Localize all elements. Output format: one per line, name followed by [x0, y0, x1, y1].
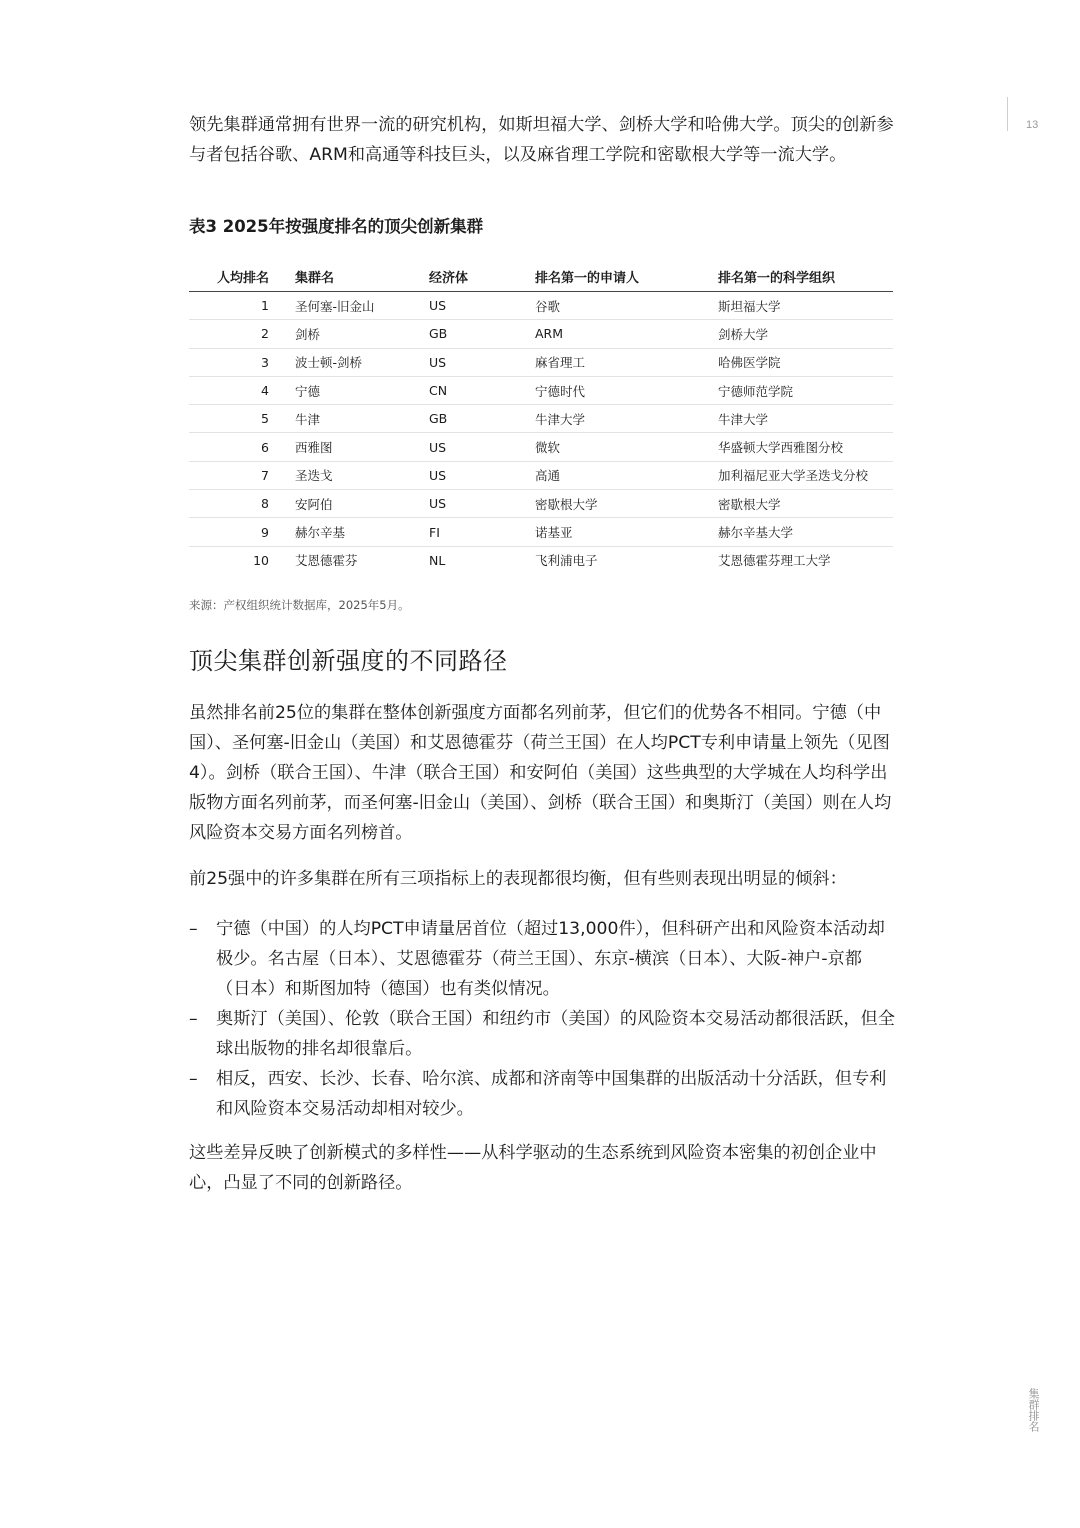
cell-rank: 7 — [189, 461, 295, 489]
cell-science-org: 加利福尼亚大学圣迭戈分校 — [718, 461, 893, 489]
cell-rank: 6 — [189, 433, 295, 461]
header-economy: 经济体 — [429, 262, 535, 292]
table-row — [189, 433, 893, 461]
cluster-table — [189, 262, 893, 574]
list-item — [189, 1004, 895, 1064]
cell-cluster: 圣何塞-旧金山 — [295, 292, 429, 320]
table-row — [189, 461, 893, 489]
table-title: 表3 2025年按强度排名的顶尖创新集群 — [189, 217, 484, 236]
cell-cluster: 宁德 — [295, 376, 429, 404]
header-rank: 人均排名 — [189, 262, 295, 292]
cell-economy: US — [429, 433, 535, 461]
cell-science-org: 斯坦福大学 — [718, 292, 893, 320]
table-row — [189, 490, 893, 518]
bullet-marker: – — [189, 1069, 198, 1089]
cell-science-org: 宁德师范学院 — [718, 376, 893, 404]
cell-rank: 4 — [189, 376, 295, 404]
bullet-list — [189, 914, 895, 1124]
table-row — [189, 292, 893, 320]
cell-applicant: 飞利浦电子 — [535, 553, 598, 569]
list-item — [189, 914, 895, 1004]
cell-economy: NL — [429, 552, 446, 568]
list-item — [189, 1064, 895, 1124]
cell-rank: 9 — [189, 518, 295, 546]
cell-applicant: 谷歌 — [535, 292, 718, 320]
cell-applicant: 麻省理工 — [535, 348, 718, 376]
table-row — [189, 405, 893, 433]
cell-economy: CN — [429, 376, 535, 404]
header-divider — [1007, 97, 1008, 131]
bullet-marker: – — [189, 919, 198, 939]
section-paragraph-1: 虽然排名前25位的集群在整体创新强度方面都名列前茅，但它们的优势各不相同。宁德（中国）、圣何塞-旧金山（美国）和艾恩德霍芬（荷兰王国）在人均PCT专利申请量上领先（见图4）。剑桥（联合王国）、牛津（联合王国）和安阿伯（美国）这些典型的大学城在人均科学出版物方面名列前茅，而圣何塞-旧金山（美国）、剑桥（联合王国）和奥斯汀（美国）则在人均风险资本交易方面名列榜首。 — [189, 703, 892, 843]
table-row — [189, 518, 893, 546]
table-header-row — [189, 262, 893, 292]
cell-science-org: 艾恩德霍芬理工大学 — [718, 553, 831, 569]
cell-cluster: 赫尔辛基 — [295, 518, 429, 546]
cell-economy: US — [429, 490, 535, 518]
bullet-marker: – — [189, 1009, 198, 1029]
side-section-label: 集群排名 — [1027, 1388, 1040, 1432]
list-item-text: 相反，西安、长沙、长春、哈尔滨、成都和济南等中国集群的出版活动十分活跃，但专利和风险资本交易活动却相对较少。 — [216, 1069, 887, 1119]
cell-economy: GB — [429, 405, 535, 433]
cell-cluster: 安阿伯 — [295, 490, 429, 518]
section-heading: 顶尖集群创新强度的不同路径 — [189, 647, 508, 675]
table-source-note: 来源：产权组织统计数据库，2025年5月。 — [189, 598, 410, 612]
cell-applicant: 诺基亚 — [535, 518, 718, 546]
cell-cluster: 圣迭戈 — [295, 461, 429, 489]
header-top-applicant: 排名第一的申请人 — [535, 262, 718, 292]
cell-rank: 1 — [189, 292, 295, 320]
cell-applicant: 宁德时代 — [535, 376, 718, 404]
cell-applicant: 牛津大学 — [535, 405, 718, 433]
cell-applicant: 微软 — [535, 433, 718, 461]
cell-science-org: 密歇根大学 — [718, 490, 893, 518]
cell-cluster: 艾恩德霍芬 — [295, 553, 358, 569]
section-paragraph-3: 这些差异反映了创新模式的多样性——从科学驱动的生态系统到风险资本密集的初创企业中心，凸显了不同的创新路径。 — [189, 1143, 877, 1193]
cell-science-org: 赫尔辛基大学 — [718, 518, 893, 546]
cell-economy: US — [429, 348, 535, 376]
cell-rank: 8 — [189, 490, 295, 518]
cell-rank: 5 — [189, 405, 295, 433]
table-row — [189, 320, 893, 348]
table-row — [189, 376, 893, 404]
cell-cluster: 西雅图 — [295, 433, 429, 461]
page-number: 13 — [1026, 119, 1039, 131]
cell-economy: FI — [429, 518, 535, 546]
list-item-text: 奥斯汀（美国）、伦敦（联合王国）和纽约市（美国）的风险资本交易活动都很活跃，但全球出版物的排名却很靠后。 — [216, 1009, 895, 1059]
cell-economy: GB — [429, 320, 535, 348]
cell-science-org: 牛津大学 — [718, 405, 893, 433]
table-row — [189, 348, 893, 376]
header-top-science-org: 排名第一的科学组织 — [718, 262, 893, 292]
cell-economy: US — [429, 292, 535, 320]
cell-economy: US — [429, 461, 535, 489]
intro-paragraph: 领先集群通常拥有世界一流的研究机构，如斯坦福大学、剑桥大学和哈佛大学。顶尖的创新参与者包括谷歌、ARM和高通等科技巨头，以及麻省理工学院和密歇根大学等一流大学。 — [189, 115, 894, 165]
list-item-text: 宁德（中国）的人均PCT申请量居首位（超过13,000件），但科研产出和风险资本活动却极少。名古屋（日本）、艾恩德霍芬（荷兰王国）、东京-横滨（日本）、大阪-神户-京都（日本）和斯图加特（德国）也有类似情况。 — [216, 919, 885, 999]
cell-cluster: 剑桥 — [295, 320, 429, 348]
section-paragraph-2: 前25强中的许多集群在所有三项指标上的表现都很均衡，但有些则表现出明显的倾斜： — [189, 869, 847, 889]
cell-applicant: 高通 — [535, 461, 718, 489]
header-cluster: 集群名 — [295, 262, 429, 292]
cell-rank: 3 — [189, 348, 295, 376]
cell-applicant: ARM — [535, 320, 718, 348]
cell-science-org: 华盛顿大学西雅图分校 — [718, 433, 893, 461]
cell-rank: 10 — [253, 552, 269, 568]
cell-rank: 2 — [189, 320, 295, 348]
cell-cluster: 牛津 — [295, 405, 429, 433]
cell-science-org: 哈佛医学院 — [718, 348, 893, 376]
cell-applicant: 密歇根大学 — [535, 490, 718, 518]
cell-cluster: 波士顿-剑桥 — [295, 348, 429, 376]
cell-science-org: 剑桥大学 — [718, 320, 893, 348]
table-row — [189, 546, 893, 574]
